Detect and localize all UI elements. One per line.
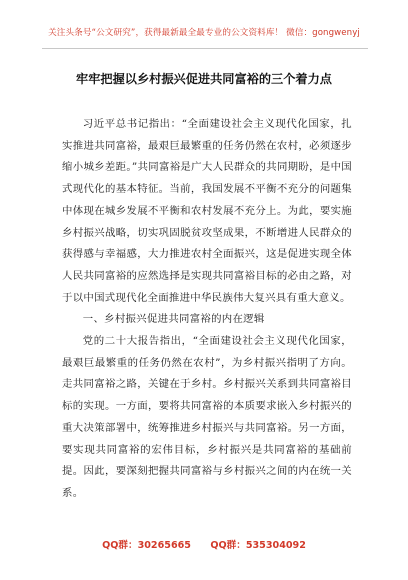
paragraph-intro: 习近平总书记指出：“全面建设社会主义现代化国家，扎实推进共同富裕，最艰巨最繁重的任务仍然在农村，必须逐步缩小城乡差距。”共同富裕是广大人民群众的共同期盼，是中国式现代化的基本特征。当前，我国发展不平衡不充分的问题集中体现在城乡发展不平衡和农村发展不充分上。为此，要实施乡村振兴战略，切实巩固脱贫攻坚成果，不断增进人民群众的获得感与幸福感，大力推进农村全面振兴，这是促进实现全体人民共同富裕的应然选择是实现共同富裕目标的必由之路，对于以中国式现代化全面推进中华民族伟大复兴具有重大意义。 xyxy=(62,118,352,304)
footer-contacts xyxy=(0,537,408,551)
footer-qq-group-2: QQ群：535304092 xyxy=(210,540,306,551)
footer-qq-group-1: QQ群：30265665 xyxy=(102,540,191,551)
section-heading: 一、乡村振兴促进共同富裕的内在逻辑 xyxy=(82,313,265,326)
paragraph-section-1: 党的二十大报告指出，“全面建设社会主义现代化国家，最艰巨最繁重的任务仍然在农村”，为乡村振兴指明了方向。走共同富裕之路，关键在于乡村。乡村振兴关系到共同富裕目标的实现。一方面，要将共同富裕的本质要求嵌入乡村振兴的重大决策部署中，统筹推进乡村振兴与共同富裕。另一方面，要实现共同富裕的宏伟目标，乡村振兴是共同富裕的基础前提。因此，要深刻把握共同富裕与乡村振兴之间的内在统一关系。 xyxy=(62,335,352,499)
header-banner: 关注头条号“公文研究”，获得最新最全最专业的公文资料库！ 微信：gongwenyj xyxy=(48,28,360,38)
document-title: 牢牢把握以乡村振兴促进共同富裕的三个着力点 xyxy=(76,72,332,86)
header-divider xyxy=(42,48,368,49)
document-body xyxy=(62,114,352,505)
